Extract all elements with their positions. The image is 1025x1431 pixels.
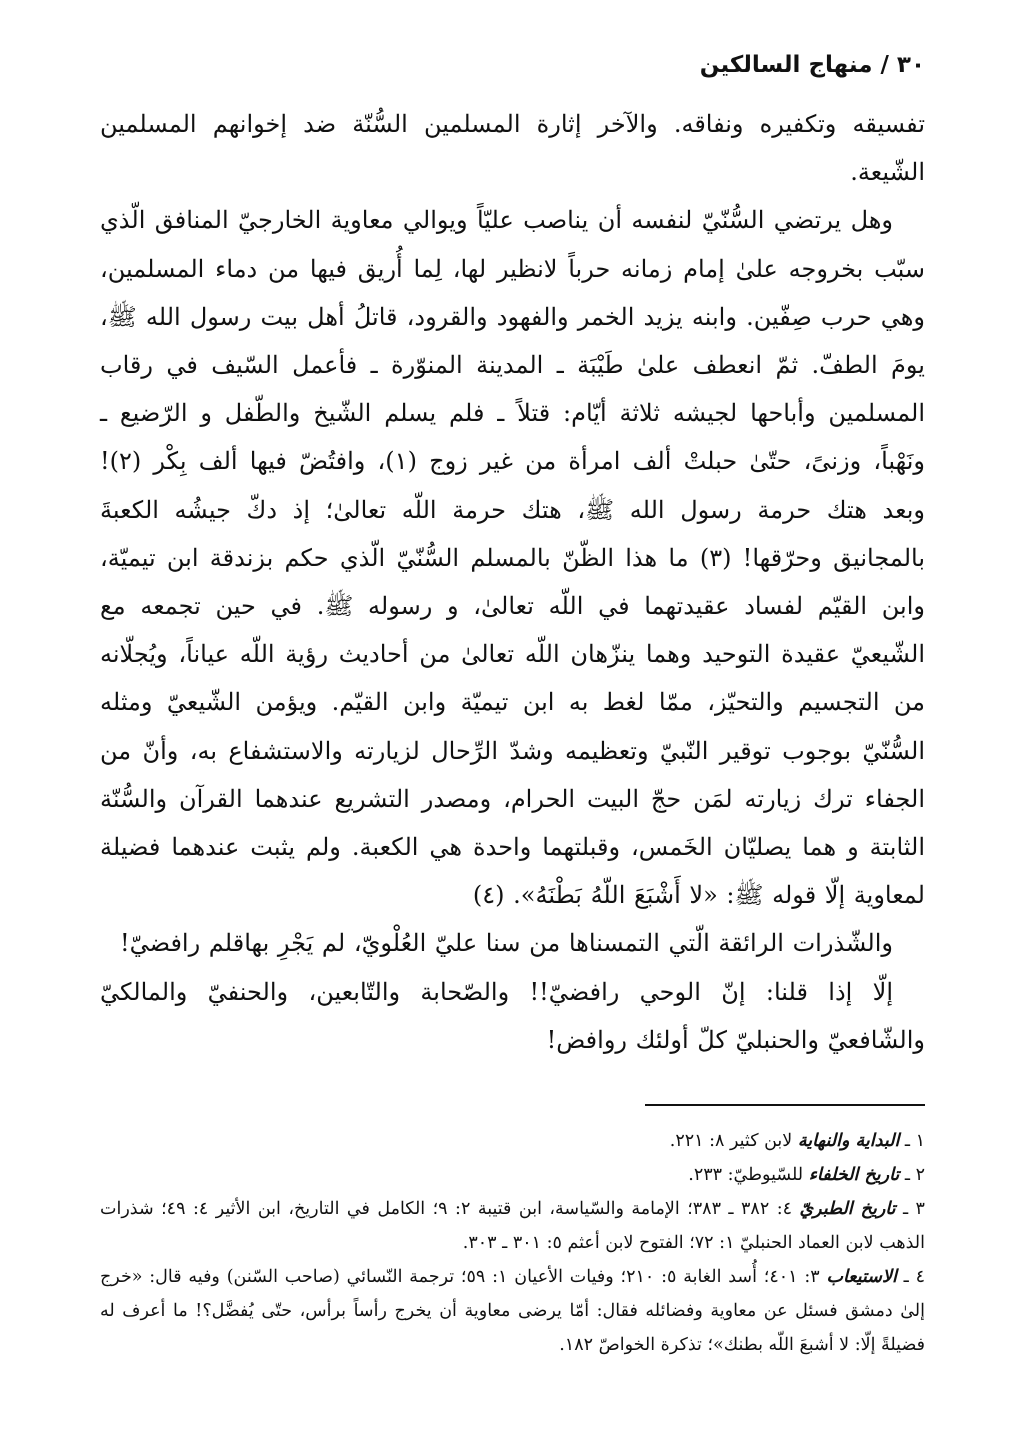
footnote-title: البداية والنهاية: [797, 1131, 900, 1152]
book-title: منهاج السالكين: [699, 52, 873, 78]
footnote-title: تاريخ الخلفاء: [808, 1165, 900, 1186]
paragraph-1: تفسيقه وتكفيره ونفاقه. والآخر إثارة المسلمين السُّنّة ضد إخوانهم المسلمين الشّيعة.: [100, 110, 925, 187]
paragraph-2: وهل يرتضي السُّنّيّ لنفسه أن يناصب عليّاً ويوالي معاوية الخارجيّ المنافق الّذي سبّب بخروجه علىٰ إمام زمانه حرباً لانظير لها، لِما أُريق فيها من دماء المسلمين، وهي حرب صِفّين. وابنه يزيد الخمر والفهود والقرود، قاتلُ أهل بيت رسول الله ﷺ، يومَ الطفّ. ثمّ انعطف علىٰ طَيْبَة ـ المدينة المنوّرة ـ فأعمل السّيف في رقاب المسلمين وأباحها لجيشه ثلاثة أيّام: قتلاً ـ فلم يسلم الشّيخ والطّفل و الرّضيع ـ ونَهْباً، وزنىً، حتّىٰ حبلتْ ألف امرأة من غير زوج (١)، وافتُضّ فيها ألف بِكْر (٢)! وبعد هتك حرمة رسول الله ﷺ، هتك حرمة اللّه تعالىٰ؛ إذ دكّ جيشُه الكعبةَ بالمجانيق وحرّقها! (٣) ما هذا الظّنّ بالمسلم السُّنّيّ الّذي حكم بزندقة ابن تيميّة، وابن القيّم لفساد عقيدتهما في اللّه تعالىٰ، و رسوله ﷺ. في حين تجمعه مع الشّيعيّ عقيدة التوحيد وهما ينزّهان اللّه تعالىٰ من أحاديث رؤية اللّه عياناً، ويُجلّانه من التجسيم والتحيّز، ممّا لغط به ابن تيميّة وابن القيّم. ويؤمن الشّيعيّ ومثله السُّنّيّ بوجوب توقير النّبيّ وتعظيمه وشدّ الرِّحال لزيارته والاستشفاع به، وأنّ من الجفاء ترك زيارته لمَن حجّ البيت الحرام، ومصدر التشريع عندهما القرآن والسُّنّة الثابتة و هما يصليّان الخَمس، وقبلتهما واحدة هي الكعبة. ولم يثبت عندهما فضيلة لمعاوية إلّا قوله ﷺ: «لا أَشْبَعَ اللّهُ بَطْنَهُ». (٤): [100, 206, 926, 910]
page: [100, 40, 925, 1391]
footnote-1: ١ ـ البداية والنهاية لابن كثير ٨: ٢٢١.: [669, 1131, 925, 1152]
main-text: [100, 100, 925, 1064]
footnote-separator: [645, 1104, 925, 1106]
footnote-title: الاستيعاب: [826, 1267, 897, 1288]
page-number: ٣٠: [896, 52, 925, 78]
running-header: [100, 40, 925, 100]
footnotes: [100, 1124, 925, 1362]
paragraph-4: إلّا إذا قلنا: إنّ الوحي رافضيّ!! والصّحابة والتّابعين، والحنفيّ والمالكيّ والشّافعيّ والحنبليّ كلّ أولئك روافض!: [100, 977, 925, 1054]
footnote-title: تاريخ الطبريّ: [799, 1199, 896, 1220]
footnote-3: ٣ ـ تاريخ الطبريّ ٤: ٣٨٢ ـ ٣٨٣؛ الإمامة والسّياسة، ابن قتيبة ٢: ٩؛ الكامل في التاريخ، ابن الأثير ٤: ٤٩؛ شذرات الذهب لابن العماد الحنبليّ ١: ٧٢؛ الفتوح لابن أعثم ٥: ٣٠١ ـ ٣٠٣.: [100, 1199, 925, 1254]
footnote-4: ٤ ـ الاستيعاب ٣: ٤٠١؛ أُسد الغابة ٥: ٢١٠؛ وفيات الأعيان ١: ٥٩؛ ترجمة النّسائي (صاحب السّنن) وفيه قال: «خرج إلىٰ دمشق فسئل عن معاوية وفضائله فقال: أمّا يرضى معاوية أن يخرج رأساً برأس، حتّى يُفضَّل؟! ما أعرف له فضيلةً إلّا: لا أشبعَ اللّه بطنك»؛ تذكرة الخواصّ ١٨٢.: [100, 1267, 925, 1356]
footnote-2: ٢ ـ تاريخ الخلفاء للسّيوطيّ: ٢٣٣.: [688, 1165, 925, 1186]
paragraph-3: والشّذرات الرائقة الّتي التمسناها من سنا عليّ العُلْويّ، لم يَجْرِ بهاقلم رافضيّ!: [119, 929, 893, 958]
header-separator: /: [880, 52, 889, 78]
